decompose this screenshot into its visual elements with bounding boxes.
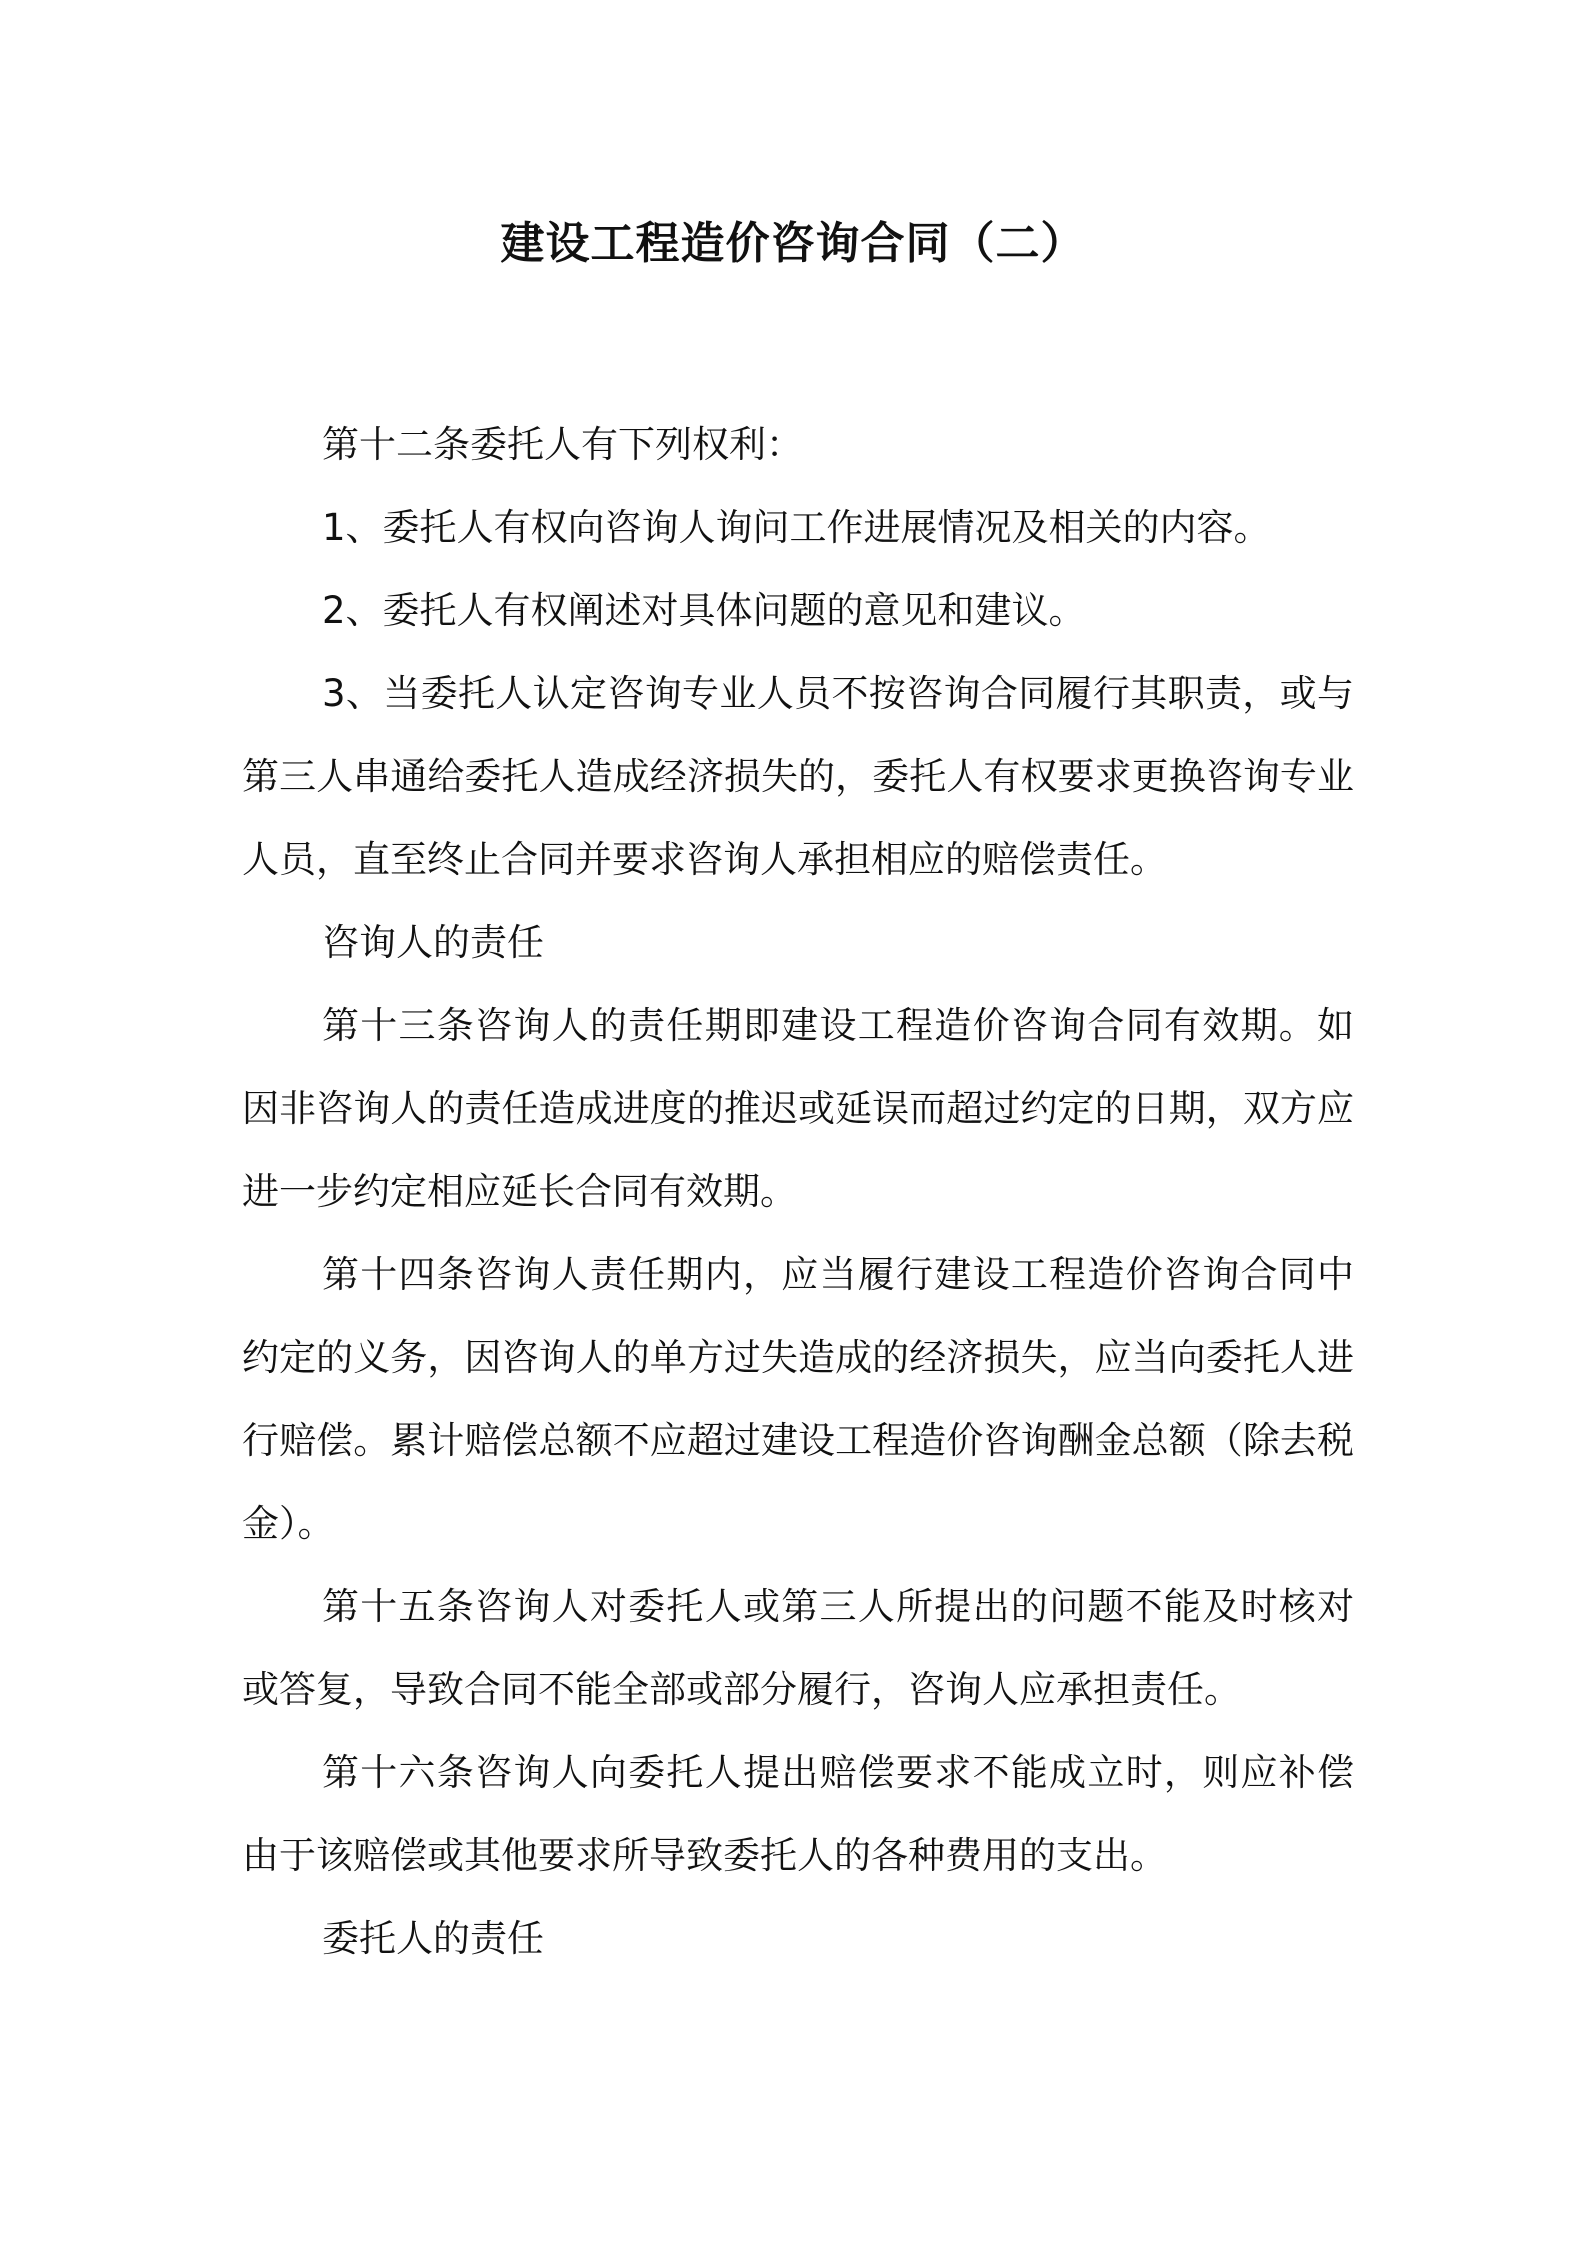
article-16: 第十六条咨询人向委托人提出赔偿要求不能成立时，则应补偿由于该赔偿或其他要求所导致委托人的各种费用的支出。: [242, 1751, 1354, 1877]
article-12-item-3: 3、当委托人认定咨询专业人员不按咨询合同履行其职责，或与第三人串通给委托人造成经济损失的，委托人有权要求更换咨询专业人员，直至终止合同并要求咨询人承担相应的赔偿责任。: [242, 672, 1354, 881]
article-14: 第十四条咨询人责任期内，应当履行建设工程造价咨询合同中约定的义务，因咨询人的单方过失造成的经济损失，应当向委托人进行赔偿。累计赔偿总额不应超过建设工程造价咨询酬金总额（除去税金）。: [242, 1253, 1354, 1545]
article-15: 第十五条咨询人对委托人或第三人所提出的问题不能及时核对或答复，导致合同不能全部或部分履行，咨询人应承担责任。: [242, 1585, 1354, 1711]
article-13: 第十三条咨询人的责任期即建设工程造价咨询合同有效期。如因非咨询人的责任造成进度的推迟或延误而超过约定的日期，双方应进一步约定相应延长合同有效期。: [242, 1004, 1354, 1213]
article-12-item-2: 2、委托人有权阐述对具体问题的意见和建议。: [322, 589, 1086, 632]
document-body: [242, 403, 1354, 1980]
article-12-item-1: 1、委托人有权向咨询人询问工作进展情况及相关的内容。: [322, 506, 1271, 549]
article-12-heading: 第十二条委托人有下列权利：: [322, 423, 803, 466]
document-title: 建设工程造价咨询合同（二）: [500, 218, 1086, 269]
section-heading-client-liability: 委托人的责任: [322, 1917, 544, 1960]
section-heading-consultant-liability: 咨询人的责任: [322, 921, 544, 964]
